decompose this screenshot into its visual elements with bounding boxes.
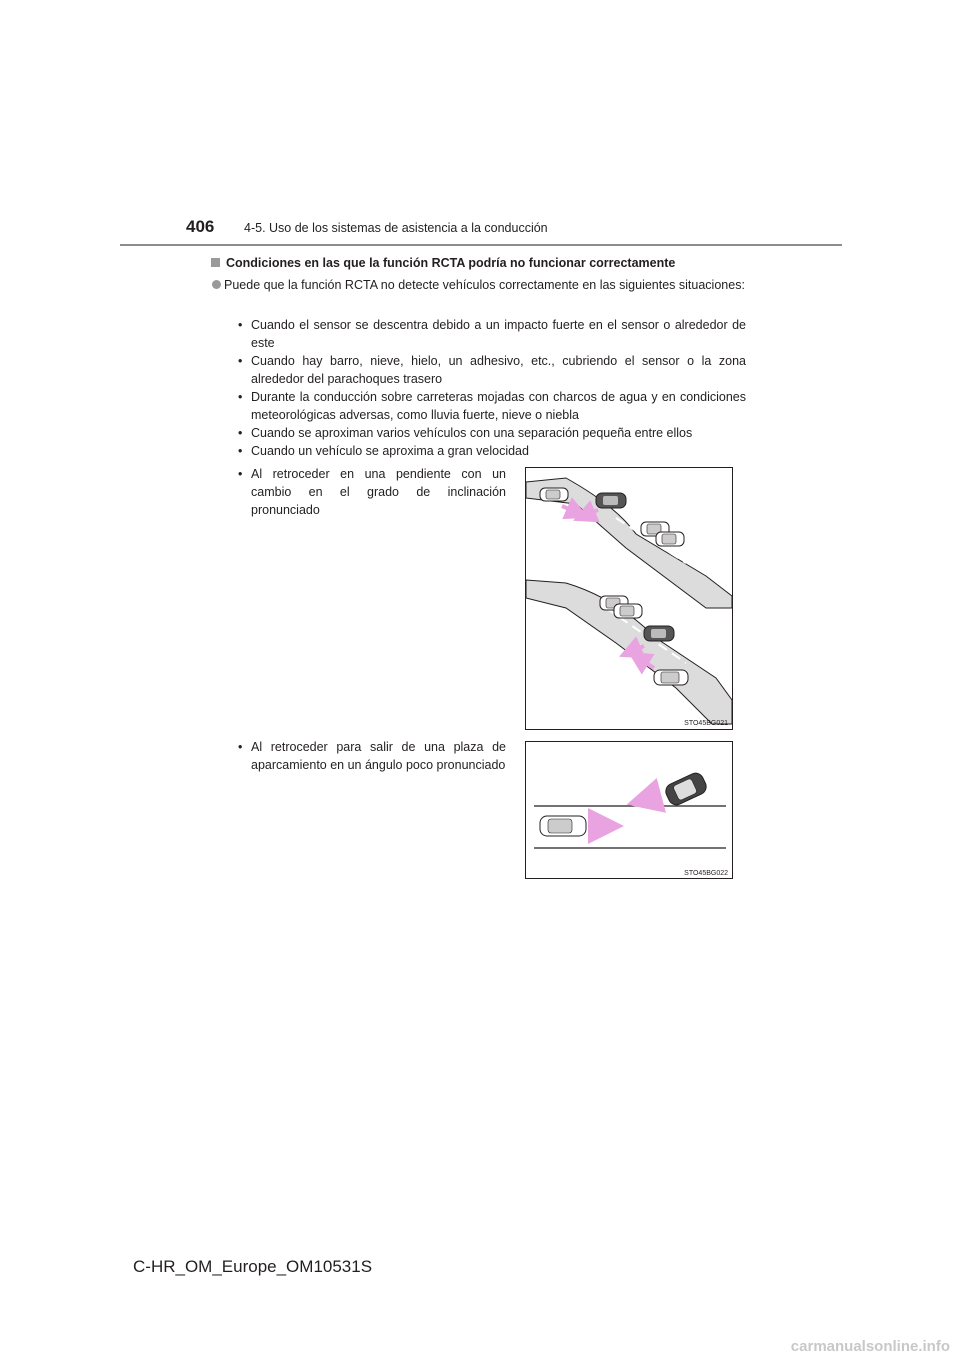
circle-bullet-icon	[212, 280, 221, 289]
square-bullet-icon	[211, 258, 220, 267]
slope-illustration-svg	[526, 468, 732, 729]
page-number: 406	[186, 217, 215, 236]
list-item: • Cuando hay barro, nieve, hielo, un adhesivo, etc., cubriendo el sensor o la zona alrededor del parachoques trasero	[238, 352, 746, 388]
parking-illustration-svg	[526, 742, 732, 878]
car-icon	[540, 816, 586, 836]
arrow-icon	[644, 796, 659, 800]
subsection-heading	[211, 256, 675, 270]
slope-illustration	[525, 467, 733, 730]
figure-code: STO45BG022	[684, 870, 728, 877]
list-item: • Cuando se aproximan varios vehículos con una separación pequeña entre ellos	[238, 424, 746, 442]
lead-text: Puede que la función RCTA no detecte vehículos correctamente en las siguientes situaciones:	[224, 278, 745, 292]
watermark: carmanualsonline.info	[790, 1338, 950, 1355]
heading-text: Condiciones en las que la función RCTA podría no funcionar correctamente	[226, 256, 676, 270]
arrow-icon	[562, 506, 578, 513]
car-icon	[663, 771, 709, 808]
figure-code: STO45BG021	[684, 720, 728, 727]
condition-list	[238, 316, 746, 460]
lead-paragraph	[224, 276, 746, 294]
parking-item-text: • Al retroceder para salir de una plaza de aparcamiento en un ángulo poco pronunciado	[238, 738, 506, 774]
car-icon	[644, 626, 674, 641]
car-icon	[596, 493, 626, 508]
section-title: 4-5. Uso de los sistemas de asistencia a la conducción	[244, 221, 548, 235]
list-item: • Durante la conducción sobre carreteras mojadas con charcos de agua y en condiciones meteorológicas adversas, como lluvia fuerte, nieve o niebla	[238, 388, 746, 424]
car-icon	[654, 670, 688, 685]
slope-item-text: • Al retroceder en una pendiente con un cambio en el grado de inclinación pronunciado	[238, 465, 506, 519]
car-icon	[614, 604, 642, 618]
header-rule	[120, 244, 842, 246]
list-item: • Cuando un vehículo se aproxima a gran velocidad	[238, 442, 746, 460]
car-icon	[656, 532, 684, 546]
document-code: C-HR_OM_Europe_OM10531S	[133, 1257, 373, 1276]
car-icon	[540, 488, 568, 501]
list-item: • Cuando el sensor se descentra debido a un impacto fuerte en el sensor o alrededor de este	[238, 316, 746, 352]
parking-illustration	[525, 741, 733, 879]
